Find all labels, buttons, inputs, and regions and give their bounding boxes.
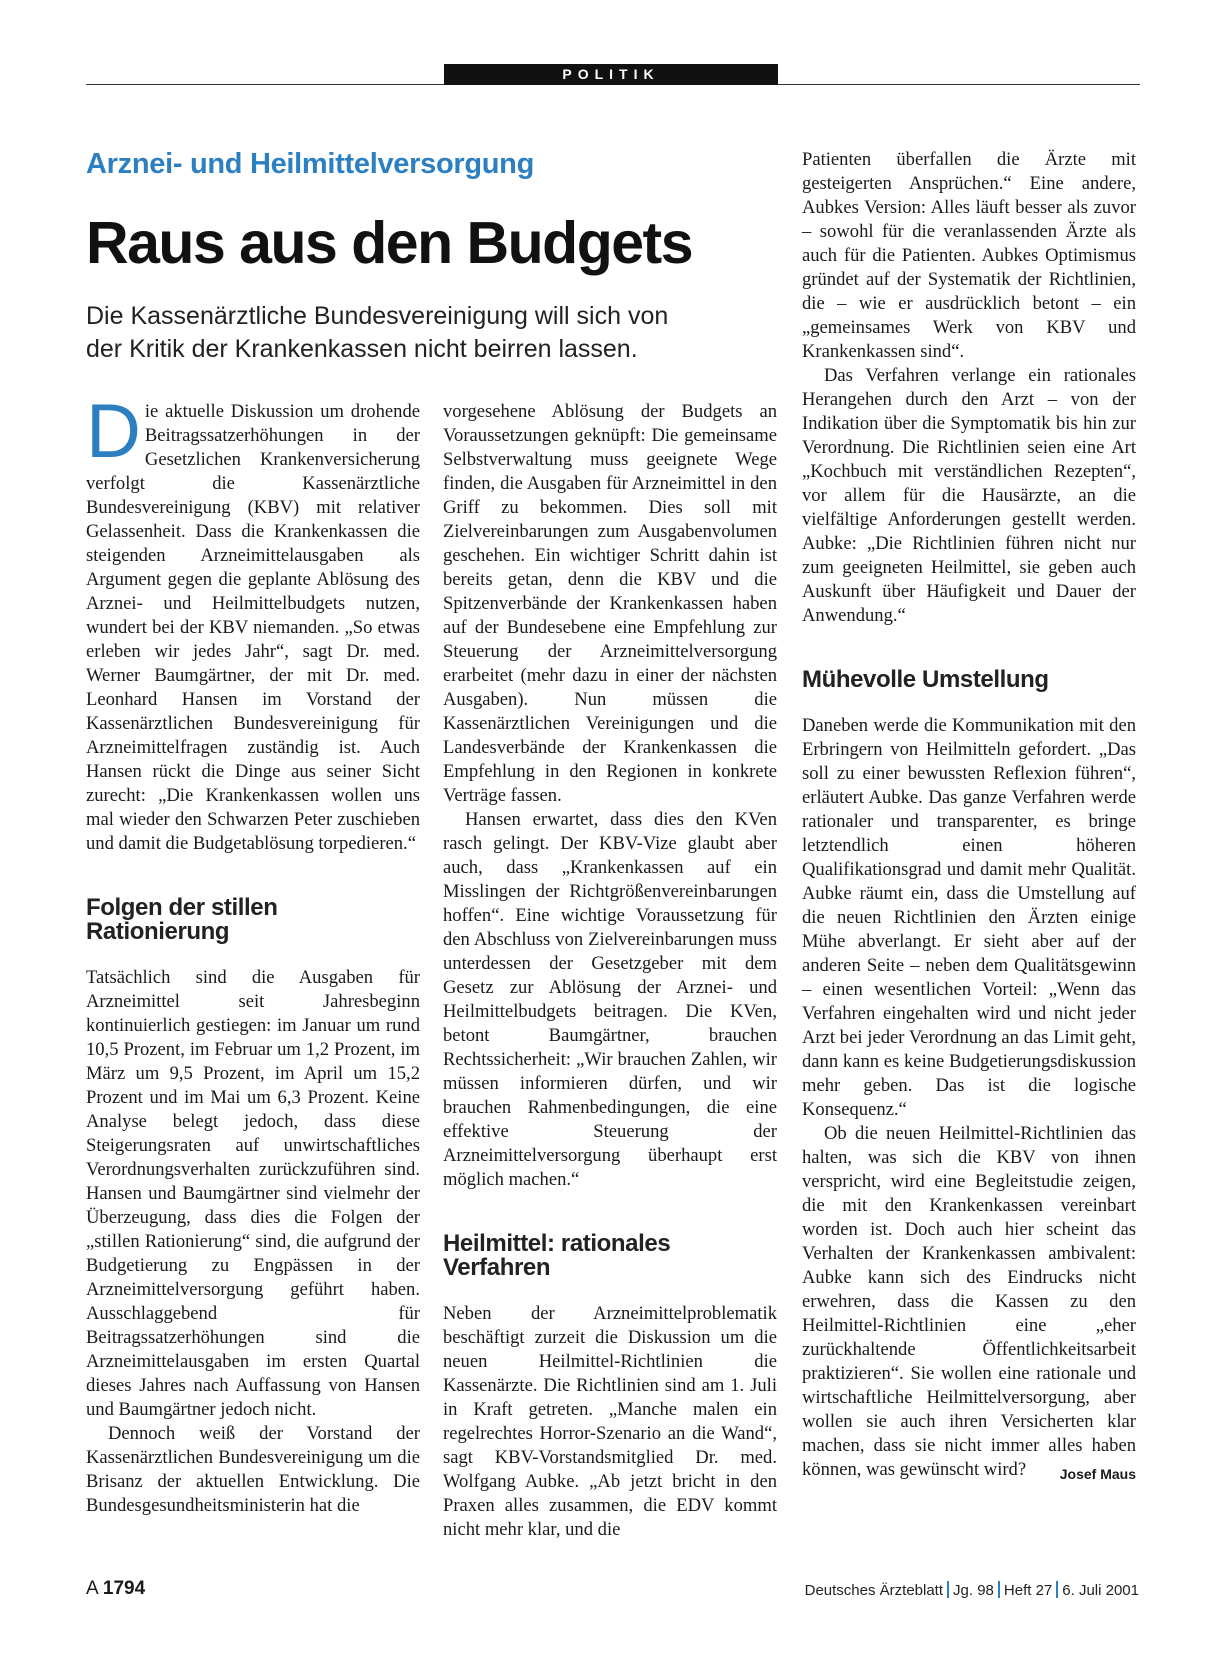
column-3 — [802, 148, 1136, 1486]
article-title: Raus aus den Budgets — [86, 210, 693, 276]
paragraph: Dennoch weiß der Vorstand der Kassenärztlichen Bundesvereinigung um die Brisanz der aktuellen Entwicklung. Die Bundesgesundheitsministerin hat die — [86, 1423, 420, 1516]
journal-name: Deutsches Ärzteblatt — [804, 1582, 944, 1599]
paragraph: Patienten überfallen die Ärzte mit gesteigerten Ansprüchen.“ Eine andere, Aubkes Version: Alles läuft besser als zuvor – sowohl für die veranlassenden Ärzte als auch für die Patienten. Aubkes Optimismus gründet auf der Systematik der Richtlinien, die – wie er ausdrücklich betont – ein „gemeinsames Werk von KBV und Krankenkassen sind“. — [802, 149, 1136, 362]
section-tag: POLITIK — [444, 64, 778, 85]
paragraph: Daneben werde die Kommunikation mit den Erbringern von Heilmitteln gefordert. „Das soll zu einer bewussten Reflexion führen“, erläutert Aubke. Das ganze Verfahren werde rationaler und transparenter, es bringe letztendlich einen höheren Qualifikationsgrad und damit mehr Qualität. Aubke räumt ein, dass die Umstellung auf die neuen Richtlinien den Ärzten einige Mühe abverlangt. Er sieht aber auf der anderen Seite – neben dem Qualitätsgewinn – einen wesentlichen Vorteil: „Wenn das Verfahren eingehalten wird und nicht jeder Arzt bei jeder Verordnung an das Limit geht, dann kann es keine Budgetierungsdiskussion mehr geben. Das ist die logische Konsequenz.“ — [802, 715, 1136, 1120]
section-heading: Heilmittel: rationales Verfahren — [443, 1230, 671, 1281]
paragraph: Die aktuelle Diskussion um drohende Beitragssatzerhöhungen in der Gesetzlichen Krankenversicherung verfolgt die Kassenärztliche Bundesvereinigung (KBV) mit relativer Gelassenheit. Dass die Krankenkassen die steigenden Arzneimittelausgaben als Argument gegen die geplante Ablösung des Arznei- und Heilmittelbudgets nutzen, wundert bei der KBV niemanden. „So etwas erleben wir jedes Jahr“, sagt Dr. med. Werner Baumgärtner, der mit Dr. med. Leonhard Hansen im Vorstand der Kassenärztlichen Bundesvereinigung für Arzneimittelfragen zuständig ist. Auch Hansen rückt die Dinge aus seiner Sicht zurecht: „Die Krankenkassen wollen uns mal wieder den Schwarzen Peter zuschieben und damit die Budgetablösung torpedieren.“ — [86, 389, 420, 854]
separator — [1056, 1581, 1058, 1598]
issue-date: 6. Juli 2001 — [1062, 1582, 1139, 1599]
issue: Heft 27 — [1003, 1582, 1053, 1599]
paragraph: vorgesehene Ablösung der Budgets an Voraussetzungen geknüpft: Die gemeinsame Selbstverwaltung muss geeignete Wege finden, die Ausgaben für Arzneimittel in den Griff zu bekommen. Dies soll mit Zielvereinbarungen zum Ausgabenvolumen geschehen. Ein wichtiger Schritt dahin ist bereits getan, denn die KBV und die Spitzenverbände der Krankenkassen haben auf der Bundesebene eine Empfehlung zur Steuerung der Arzneimittelversorgung erarbeitet (mehr dazu in einer der nächsten Ausgaben). Nun müssen die Kassenärztlichen Vereinigungen und die Landesverbände der Krankenkassen die Empfehlung in den Regionen in konkrete Verträge fassen. — [443, 401, 777, 806]
paragraph: Das Verfahren verlange ein rationales Herangehen durch den Arzt – von der Indikation über die Symptomatik bis hin zur Verordnung. Die Richtlinien seien eine Art „Kochbuch mit verständlichen Rezepten“, vor allem für die Hausärzte, an die vielfältige Anforderungen gestellt werden. Aubke: „Die Richtlinien führen nicht nur zum geeigneten Heilmittel, sie geben auch Auskunft über Häufigkeit und Dauer der Anwendung.“ — [802, 365, 1136, 626]
column-2 — [443, 400, 777, 1542]
article-subtitle: Die Kassenärztliche Bundesvereinigung will sich von der Kritik der Krankenkassen nicht beirren lassen. — [86, 302, 669, 363]
paragraph: Tatsächlich sind die Ausgaben für Arzneimittel seit Jahresbeginn kontinuierlich gestiegen: im Januar um rund 10,5 Prozent, im Februar um 1,2 Prozent, im März um 9,5 Prozent, im April um 15,2 Prozent und im Mai um 6,3 Prozent. Keine Analyse belegt jedoch, dass diese Steigerungsraten auf unwirtschaftliches Verordnungsverhalten zurückzuführen sind. Hansen und Baumgärtner sind vielmehr der Überzeugung, dass dies die Folgen der „stillen Rationierung“ sind, die aufgrund der Budgetierung zu Engpässen in der Arzneimittelversorgung geführt haben. Ausschlaggebend für Beitragssatzerhöhungen sind die Arzneimittelausgaben im ersten Quartal dieses Jahres nach Auffassung von Hansen und Baumgärtner jedoch nicht. — [86, 967, 420, 1420]
paragraph: Ob die neuen Heilmittel-Richtlinien das halten, was sich die KBV von ihnen verspricht, wird eine Begleitstudie zeigen, die mit den Krankenkassen vereinbart worden ist. Doch auch hier scheint das Verhalten der Krankenkassen ambivalent: Aubke kann sich des Eindrucks nicht erwehren, dass die Kassen zu den Heilmittel-Richtlinien eine „eher zurückhaltende Öffentlichkeitsarbeit praktizieren“. Sie wollen eine rationale und wirtschaftliche Heilmittelversorgung, aber wollen sie auch ihren Versicherten klar machen, dass sie nicht immer alles haben können, was gewünscht wird? Josef Maus — [802, 1122, 1136, 1482]
footer-citation — [805, 1581, 1139, 1599]
section-heading: Mühevolle Umstellung — [802, 666, 1049, 693]
paragraph: Neben der Arzneimittelproblematik beschäftigt zurzeit die Diskussion um die neuen Heilmittel-Richtlinien die Kassenärzte. Die Richtlinien sind am 1. Juli in Kraft getreten. „Manche malen ein regelrechtes Horror-Szenario an die Wand“, sagt KBV-Vorstandsmitglied Dr. med. Wolfgang Aubke. „Ab jetzt bricht in den Praxen alles zusammen, die EDV kommt nicht mehr klar, und die — [443, 1303, 777, 1540]
author-name: Josef Maus — [1059, 1466, 1136, 1482]
column-1 — [86, 389, 420, 1518]
separator — [998, 1581, 1000, 1598]
paragraph: Hansen erwartet, dass dies den KVen rasch gelingt. Der KBV-Vize glaubt aber auch, dass „Krankenkassen auf ein Misslingen der Richtgrößenvereinbarungen hoffen“. Eine wichtige Voraussetzung für den Abschluss von Zielvereinbarungen muss unterdessen der Gesetzgeber mit dem Gesetz zur Ablösung der Arznei- und Heilmittelbudgets beitragen. Die KVen, betont Baumgärtner, brauchen Rechtssicherheit: „Wir brauchen Zahlen, wir müssen informieren dürfen, und wir brauchen Rahmenbedingungen, die eine effektive Steuerung der Arzneimittelversorgung überhaupt erst möglich machen.“ — [443, 809, 777, 1190]
separator — [947, 1581, 949, 1598]
article-kicker: Arznei- und Heilmittelversorgung — [86, 148, 534, 180]
section-heading: Folgen der stillen Rationierung — [86, 894, 278, 945]
volume: Jg. 98 — [953, 1582, 994, 1599]
page-number: A 1794 — [86, 1578, 146, 1599]
drop-cap: D — [86, 389, 141, 474]
